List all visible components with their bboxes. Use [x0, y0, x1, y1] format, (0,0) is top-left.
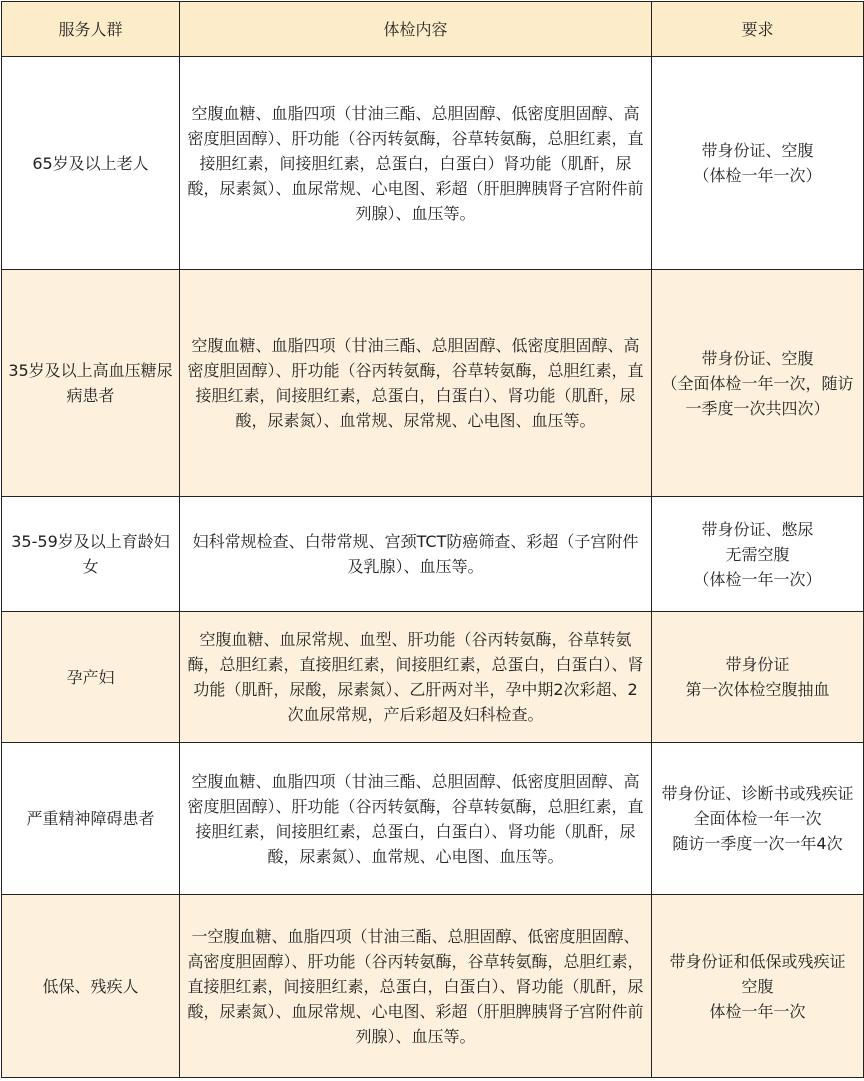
requirement-cell: 带身份证 第一次体检空腹抽血 [652, 612, 864, 743]
table-row [2, 895, 864, 1078]
requirement-cell: 带身份证和低保或残疾证 空腹 体检一年一次 [652, 895, 864, 1078]
header-service-group: 服务人群 [2, 2, 180, 57]
service-group-cell: 35-59岁及以上育龄妇女 [2, 497, 180, 612]
table-row [2, 497, 864, 612]
requirement-cell: 带身份证、诊断书或残疾证 全面体检一年一次 随访一季度一次一年4次 [652, 743, 864, 895]
service-group-cell: 严重精神障碍患者 [2, 743, 180, 895]
health-checkup-table [1, 1, 864, 1078]
checkup-content-cell: 一空腹血糖、血脂四项（甘油三酯、总胆固醇、低密度胆固醇、高密度胆固醇）、肝功能（谷丙转氨酶，谷草转氨酶，总胆红素，直接胆红素，间接胆红素，总蛋白，白蛋白）、肾功能（肌酐，尿酸，尿素氮）、血尿常规、心电图、彩超（肝胆脾胰肾子宫附件前列腺）、血压等。 [180, 895, 652, 1078]
requirement-cell: 带身份证、空腹 （全面体检一年一次，随访一季度一次共四次） [652, 270, 864, 497]
header-requirement: 要求 [652, 2, 864, 57]
service-group-cell: 孕产妇 [2, 612, 180, 743]
checkup-content-cell: 空腹血糖、血脂四项（甘油三酯、总胆固醇、低密度胆固醇、高密度胆固醇）、肝功能（谷丙转氨酶，谷草转氨酶，总胆红素，直接胆红素，间接胆红素，总蛋白，白蛋白）、肾功能（肌酐，尿酸，尿素氮）、血常规、尿常规、心电图、血压等。 [180, 270, 652, 497]
table-row [2, 612, 864, 743]
requirement-cell: 带身份证、憋尿 无需空腹 （体检一年一次） [652, 497, 864, 612]
checkup-content-cell: 空腹血糖、血脂四项（甘油三酯、总胆固醇、低密度胆固醇、高密度胆固醇）、肝功能（谷丙转氨酶，谷草转氨酶，总胆红素，直接胆红素，间接胆红素，总蛋白，白蛋白）、肾功能（肌酐，尿酸，尿素氮）、血常规、心电图、血压等。 [180, 743, 652, 895]
table-row [2, 57, 864, 270]
service-group-cell: 65岁及以上老人 [2, 57, 180, 270]
header-checkup-content: 体检内容 [180, 2, 652, 57]
checkup-content-cell: 空腹血糖、血尿常规、血型、肝功能（谷丙转氨酶，谷草转氨酶，总胆红素，直接胆红素，间接胆红素，总蛋白，白蛋白）、肾功能（肌酐，尿酸，尿素氮）、乙肝两对半，孕中期2次彩超、2次血尿常规，产后彩超及妇科检查。 [180, 612, 652, 743]
requirement-cell: 带身份证、空腹 （体检一年一次） [652, 57, 864, 270]
checkup-content-cell: 妇科常规检查、白带常规、宫颈TCT防癌筛查、彩超（子宫附件及乳腺）、血压等。 [180, 497, 652, 612]
table-header-row [2, 2, 864, 57]
service-group-cell: 35岁及以上高血压糖尿病患者 [2, 270, 180, 497]
table-row [2, 743, 864, 895]
table-row [2, 270, 864, 497]
service-group-cell: 低保、残疾人 [2, 895, 180, 1078]
checkup-content-cell: 空腹血糖、血脂四项（甘油三酯、总胆固醇、低密度胆固醇、高密度胆固醇）、肝功能（谷丙转氨酶，谷草转氨酶，总胆红素，直接胆红素，间接胆红素，总蛋白，白蛋白）肾功能（肌酐，尿酸，尿素氮）、血尿常规、心电图、彩超（肝胆脾胰肾子宫附件前列腺）、血压等。 [180, 57, 652, 270]
